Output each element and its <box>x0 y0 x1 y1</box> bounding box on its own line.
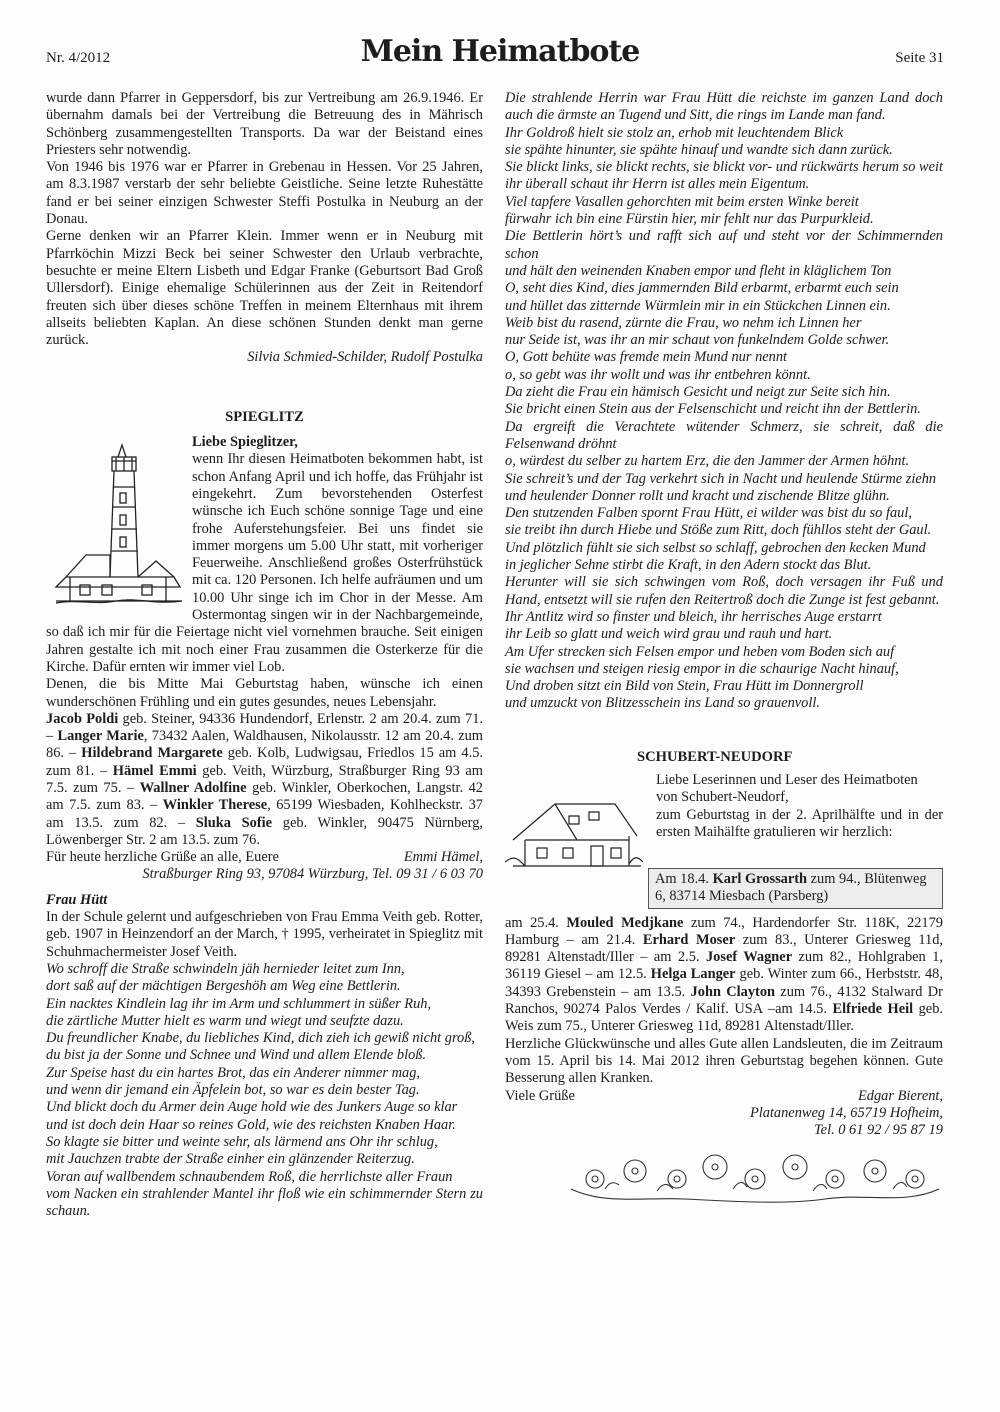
poem-line: o, so gebt was ihr wollt und was ihr entbehren könnt. <box>505 366 811 383</box>
poem-line: und umzuckt von Blitzesschein ins Land so grauenvoll. <box>505 695 820 712</box>
signature-phone: Tel. 0 61 92 / 95 87 19 <box>814 1122 943 1139</box>
birthday-name: Langer Marie <box>57 728 144 745</box>
poem-line: Und droben sitzt ein Bild von Stein, Frau Hütt im Donnergroll <box>505 678 864 695</box>
section-title-schubert-neudorf: SCHUBERT-NEUDORF <box>637 748 793 765</box>
poem-line: Herunter will sie sich schwingen vom Roß, doch versagen ihr Fuß und Hand, entsetzt will sie rufen den Reitertroß doch die Zunge ist fest gebannt. <box>505 574 943 608</box>
spieglitz-greeting: Liebe Spieglitzer, <box>192 434 298 451</box>
closing-address: Straßburger Ring 93, 97084 Würzburg, Tel. 09 31 / 6 03 70 <box>142 866 483 883</box>
poem-verses <box>46 961 483 1220</box>
spieglitz-paragraph: wenn Ihr diesen Heimatboten bekommen habt, ist schon Anfang April und ich hoffe, das Frühjahr ist eingekehrt. Zum bevorstehenden Osterfest wünsche ich Euch schöne sonnige Tage und eine frohe Auferstehungsfeier. Bei uns findet sie immer morgens um 5.00 Uhr statt, mit vorheriger Feuerweihe. Anschließend großes Osterfrühstück mit ca. 120 Personen. Ich helfe aufräumen und um 10.00 Uhr singe ich im Chor in der Messe. Am Ostermontag singen wir in der Nachbargemeinde, so daß ich mir für die Feiertage nicht viel vornehmen brauche. Seit einigen Jahren gestalte ich mit noch einer Frau zusammen die Osterkerze für die Kirche. Dafür ernten wir immer viel Lob. <box>46 451 483 675</box>
birthday-name: Helga Langer <box>650 966 736 983</box>
birthday-name: Hildebrand Margarete <box>81 745 223 762</box>
poem-line: Weib bist du rasend, zürnte die Frau, wo nehm ich Linnen her <box>505 314 862 331</box>
signature-address: Platanenweg 14, 65719 Hofheim, <box>749 1104 943 1121</box>
poem-line: in jeglicher Sehne stirbt die Kraft, in den Adern stockt das Blut. <box>505 557 872 574</box>
poem-line: du bist ja der Sonne und Schnee und Wind und allem Elende bloß. <box>46 1047 427 1064</box>
birthday-name: Wallner Adolfine <box>139 779 247 796</box>
poem-line: und wenn dir jemand ein Äpfelein bot, so war es dein bester Tag. <box>46 1082 420 1099</box>
poem-line: o, würdest du selber zu hartem Erz, die den Jammer der Armen höhnt. <box>505 453 910 470</box>
poem-line: O, seht dies Kind, dies jammernden Bild erbarmt, erbarmt euch sein <box>505 280 899 297</box>
birthday-name: Karl Grossarth <box>712 870 808 887</box>
poem-verses-continued <box>505 90 943 713</box>
intro-paragraph: wurde dann Pfarrer in Geppersdorf, bis zur Vertreibung am 26.9.1946. Er übernahm damals bei der Vertreibung die Betreuung des in Mährisch Schönberg zusammengestellten Transports. Da war der Beistand eines Priesters sehr notwendig. <box>46 90 483 158</box>
schubert-intro-block <box>505 772 943 842</box>
poem-line: Voran auf wallbendem schnaubendem Roß, die herrlichste aller Fraun <box>46 1168 453 1185</box>
signature-name: Edgar Bierent, <box>858 1087 943 1104</box>
poem-line: Zur Speise hast du ein hartes Brot, das ein Anderer nimmer mag, <box>46 1064 421 1081</box>
poem-line: und hält den weinenden Knaben empor und fleht in kläglichem Ton <box>505 262 892 279</box>
schubert-closing: Herzliche Glückwünsche und alles Gute allen Landsleuten, die im Zeitraum vom 15. April bis 14. Mai 2012 ihren Geburtstag begehen können. Gute Besserung allen Kranken. <box>505 1035 943 1087</box>
poem-title: Frau Hütt <box>46 891 108 908</box>
birthday-name: Hämel Emmi <box>112 762 197 779</box>
schubert-intro: Liebe Leserinnen und Leser des Heimatboten von Schubert-Neudorf, zum Geburtstag in der 2. Aprilhälfte und in der ersten Maihälfte gratulieren wir herzlich: <box>656 771 943 840</box>
poem-line: Und blickt doch du Armer dein Auge hold wie des Junkers Auge so klar <box>46 1099 458 1116</box>
birthday-name: Mouled Medjkane <box>566 914 684 931</box>
poem-line: mit Jauchzen trabte der Straße einher ein glänzender Reiterzug. <box>46 1151 415 1168</box>
schubert-birthday-list: am 25.4. Mouled Medjkane zum 74., Hardendorfer Str. 118K, 22179 Hamburg – am 21.4. Erhard Moser zum 83., Unterer Griesweg 11d, 89281 Altenstadt/Iller – am 2.5. Josef Wagner zum 82., Hohlgraben 1, 36119 Giesel – am 12.5. Helga Langer geb. Winter zum 66., Herbststr. 48, 34393 Grebenstein – am 13.5. John Clayton zum 76., 4132 Stalward Dr Ranchos, 90274 Palos Verdes / Kalif. USA –am 14.5. Elfriede Heil geb. Weis zum 75., Unterer Griesweg 11d, 89281 Altenstadt/Iller. <box>505 914 944 1035</box>
birthday-name: Elfriede Heil <box>832 1001 914 1018</box>
poem-line: dort saß auf der mächtigen Bergeshöh am Weg eine Bettlerin. <box>46 978 401 995</box>
poem-line: und hüllet das zitternde Würmlein mir in ein Stückchen Linnen ein. <box>505 297 891 314</box>
house-illustration <box>505 796 643 870</box>
poem-line: Ein nacktes Kindlein lag ihr im Arm und schlummert in süßer Ruh, <box>46 995 432 1012</box>
poem-line: Den stutzenden Falben spornt Frau Hütt, ei wilder was bist du so faul, <box>505 505 912 522</box>
closing-name: Emmi Hämel, <box>403 849 483 866</box>
floral-ornament <box>565 1149 943 1203</box>
poem-line: Du freundlicher Knabe, du liebliches Kind, dich zieh ich gewiß nicht groß, <box>46 1030 475 1047</box>
page-number: Seite 31 <box>895 50 944 66</box>
poem-line: sie wachsen und steigen riesig empor in die schaurige Nacht hinauf, <box>505 660 899 677</box>
poem-line: Sie blickt links, sie blickt rechts, sie blickt vor- und rückwärts herum so weit ihr überall schaut ihr Herrn ist alles mein Eigentum. <box>505 159 943 193</box>
poem-line: Sie schreit’s und der Tag verkehrt sich in Nacht und heulende Stürme ziehn <box>505 470 937 487</box>
poem-line: fürwahr ich bin eine Fürstin hier, mir fehlt nur das Purpurkleid. <box>505 211 874 228</box>
left-column <box>46 90 483 1220</box>
poem-line: Wo schroff die Straße schwindeln jäh hernieder leitet zum Inn, <box>46 960 405 977</box>
poem-line: So klagte sie bitter und weinte sehr, als lärmend ans Ohr ihr schlug, <box>46 1133 438 1150</box>
schubert-signature: Viele Grüße Edgar Bierent, <box>505 1087 943 1104</box>
poem-line: Da zieht die Frau ein hämisch Gesicht und neigt zur Seite sich hin. <box>505 384 891 401</box>
poem-line: Sie bricht einen Stein aus der Felsenschicht und reicht ihn der Bettlerin. <box>505 401 921 418</box>
poem-line: O, Gott behüte was fremde mein Mund nur nennt <box>505 349 788 366</box>
poem-line: Viel tapfere Vasallen gehorchten mit beim ersten Winke bereit <box>505 193 859 210</box>
poem-line: sie treibt ihn durch Hiebe und Stöße zum Ritt, doch fühllos steht der Gaul. <box>505 522 932 539</box>
intro-paragraph: Von 1946 bis 1976 war er Pfarrer in Grebenau in Hessen. Vor 25 Jahren, am 8.3.1987 verstarb der sehr beliebte Geistliche. Seine letzte Ruhestätte fand er bei seiner einzigen Schwester Steffi Postulka in Neuburg an der Donau. <box>46 159 483 228</box>
tower-illustration <box>46 437 184 607</box>
poem-line: Da ergreift die Verachtete wütender Schmerz, sie schreit, daß die Felsenwand dröhnt <box>505 418 943 452</box>
spieglitz-paragraph: Denen, die bis Mitte Mai Geburtstag haben, wünsche ich einen wunderschönen Frühling und ein gutes gesundes, neues Lebensjahr. <box>46 676 483 710</box>
birthday-name: Jacob Poldi <box>46 710 119 727</box>
highlight-birthday-box: Am 18.4. Karl Grossarth zum 94., Blütenweg 6, 83714 Miesbach (Parsberg) <box>648 868 943 909</box>
intro-paragraph: Gerne denken wir an Pfarrer Klein. Immer wenn er in Neuburg mit Pfarrköchin Mizzi Beck bei seiner Schwester den Urlaub verbrachte, besuchte er meine Eltern Lisbeth und Edgar Franke (Geburtsort Bad Groß Ullersdorf). Einige ehemalige Schülerinnen aus der Zeit in Reitendorf freuten sich über dieses schöne Treffen in meinem Elternhaus mit ihrem allseits beliebten Kaplan. An diese schönen Stunden denkt man gerne zurück. <box>46 228 483 349</box>
poem-line: Die strahlende Herrin war Frau Hütt die reichste im ganzen Land doch auch die ärmste an Tugend und Sitt, die rings im Lande man fand. <box>505 90 943 124</box>
poem-line: sie spähte hinunter, sie spähte hinauf und wandte sich dann zurück. <box>505 141 893 158</box>
poem-intro: In der Schule gelernt und aufgeschrieben von Frau Emma Veith geb. Rotter, geb. 1907 in Heinzendorf an der March, † 1995, verheiratet in Spieglitz mit Schuhmachermeister Josef Veith. <box>46 909 483 960</box>
poem-line: Und plötzlich fühlt sie sich selbst so schlaff, gebrochen den kecken Mund <box>505 539 926 556</box>
poem-line: ihr Leib so glatt und weich wird grau und rauh und hart. <box>505 626 833 643</box>
intro-signature: Silvia Schmied-Schilder, Rudolf Postulka <box>247 349 483 366</box>
issue-number: Nr. 4/2012 <box>46 50 111 66</box>
birthday-name: Sluka Sofie <box>195 814 273 831</box>
birthday-name: John Clayton <box>690 983 776 1000</box>
section-title-spieglitz: SPIEGLITZ <box>225 408 304 425</box>
birthday-name: Erhard Moser <box>642 931 736 948</box>
poem-line: und heulender Donner rollt und kracht und zischende Blitze glühn. <box>505 487 890 504</box>
birthday-list: Jacob Poldi geb. Steiner, 94336 Hundendorf, Erlenstr. 2 am 20.4. zum 71. – Langer Marie, 73432 Aalen, Waldhausen, Nikolausstr. 12 am 20.4. zum 86. – Hildebrand Margarete geb. Kolb, Ludwigsau, Friedlos 15 am 4.5. zum 81. – Hämel Emmi geb. Veith, Würzburg, Straßburger Ring 93 am 7.5. zum 75. – Wallner Adolfine geb. Winkler, Oberkochen, Langstr. 42 am 7.5. zum 83. – Winkler Therese, 65199 Wiesbaden, Kohlheckstr. 37 am 13.5. zum 82. – Sluka Sofie geb. Winkler, 90475 Nürnberg, Löwenberger Str. 2 am 13.5. zum 76. <box>46 710 483 848</box>
poem-line: die zärtliche Mutter hielt es warm und wiegt und seufzte dazu. <box>46 1012 404 1029</box>
spieglitz-closing: Für heute herzliche Grüße an alle, Euere Emmi Hämel, <box>46 849 483 866</box>
poem-line: Am Ufer strecken sich Felsen empor und heben vom Boden sich auf <box>505 643 895 660</box>
birthday-name: Winkler Therese <box>162 797 268 814</box>
birthday-name: Josef Wagner <box>705 949 793 966</box>
poem-line: Ihr Antlitz wird so finster und bleich, ihr herrisches Auge erstarrt <box>505 608 882 625</box>
poem-line: vom Nacken ein strahlender Mantel ihr floß wie ein schimmernder Stern zu schaun. <box>46 1185 483 1220</box>
poem-line: nur Seide ist, was ihr an mir schaut von funkelndem Golde schwer. <box>505 332 890 349</box>
poem-line: Die Bettlerin hört’s und rafft sich auf und steht vor der Schimmernden schon <box>505 228 943 262</box>
right-column <box>505 90 943 1203</box>
poem-line: und ist doch dein Haar so reines Gold, wie des reichsten Knaben Haar. <box>46 1116 456 1133</box>
poem-line: Ihr Goldroß hielt sie stolz an, erhob mit leuchtendem Blick <box>505 124 844 141</box>
masthead-logo: Mein Heimatbote <box>360 34 640 69</box>
